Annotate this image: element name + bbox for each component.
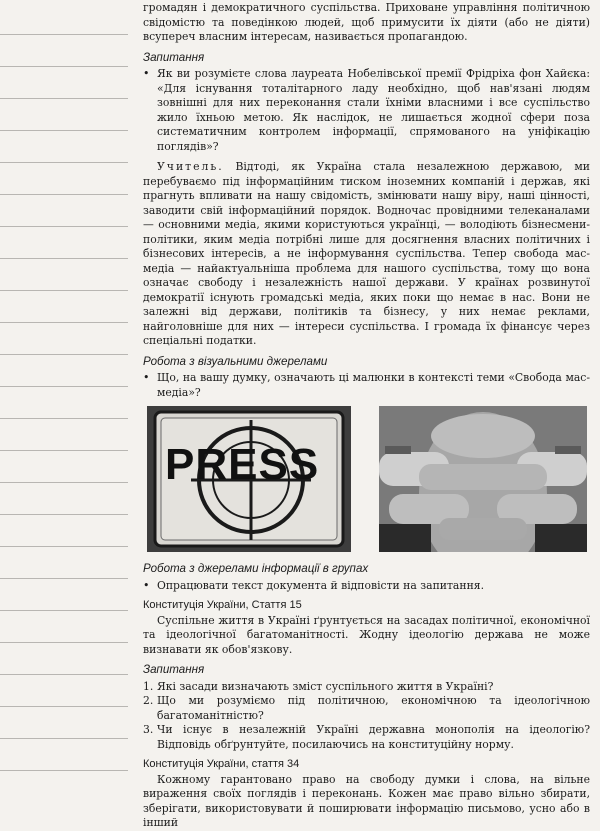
intro-paragraph: громадян і демократичного суспільства. Приховане управління політичною свідомістю та поведінкою людей, щоб примусити їх діяти (або не діяти) всупереч власним інтересам, називається пропагандою.	[143, 1, 590, 43]
teacher-text: Відтоді, як Україна стала незалежною державою, ми перебуваємо під інформаційним тиском іноземних компаній і держав, які прагнуть впливати на нашу свідомість, змінювати нашу віру, наші цінності, заводити свій інформаційний порядок. Водночас провідними телеканалами — основними медіа, якими користуються українці, — володіють бізнесмени-політики, яким медіа потрібні лише для досягнення власних політичних і бізнесових інтересів, а не інформування суспільства. Тепер свобода мас-медіа — найактуальніша проблема для нашого суспільства, тому що вона означає свободу і незалежність нашої держави. У країнах розвинутої демократії існують громадські медіа, яких поки що немає в нас. Вони не залежні від держави, політиків та бізнесу, у них немає реклами, найголовніше для них — інтереси суспільства. І громада їх фінансує через спеціальні податки.	[143, 160, 590, 347]
article-34-text: Кожному гарантовано право на свободу думки і слова, на вільне вираження своїх поглядів і переконань. Кожен має право вільно збирати, зберігати, використовувати й поширювати інформацію письмово, усно або в інший	[143, 772, 590, 829]
groups-heading: Робота з джерелами інформації в групах	[143, 562, 369, 575]
covered-eyes-image	[379, 406, 587, 552]
teacher-label: Учитель.	[157, 160, 224, 173]
groups-task: • Опрацювати текст документа й відповісти на запитання.	[143, 578, 485, 592]
article-15-text: Суспільне життя в Україні ґрунтується на засадах політичної, економічної та ідеологічної багатоманітності. Жодну ідеологію держава не може визнавати як обов'язкову.	[143, 613, 590, 656]
questions-heading: Запитання	[143, 50, 205, 64]
question-item: 1. Які засади визначають зміст суспільного життя в Україні?	[143, 679, 494, 693]
press-target-image	[147, 406, 351, 552]
illustrations	[143, 406, 590, 554]
question-item: 2. Що ми розуміємо під політичною, економічною та ідеологічною багатоманітністю?	[143, 694, 590, 722]
teacher-paragraph	[143, 160, 590, 349]
notes-margin	[0, 0, 133, 777]
article-34-title: Конституція України, стаття 34	[143, 758, 300, 770]
press-word: PRESS	[165, 440, 320, 489]
questions-heading-2: Запитання	[143, 663, 205, 676]
visual-question: • Що, на вашу думку, означають ці малюнки в контексті теми «Свобода мас-медіа»?	[143, 371, 590, 399]
bullet-icon: •	[143, 67, 150, 80]
question-item: 3. Чи існує в незалежній Україні державна монополія на ідеологію? Відповідь обґрунтуйте, посилаючись на конституційну норму.	[143, 723, 590, 751]
bullet-icon: •	[143, 578, 150, 592]
question-bullet: • Як ви розумієте слова лауреата Нобелівської премії Фрідріха фон Хайєка: «Для існування тоталітарного ладу необхідно, щоб нав'язані людям зовнішні для них переконання стали їхніми власними і все суспільство жило їхньою метою. Як наслідок, не лишається жодної сфери поза систематичним контролем інформації, спрямованого на уніфікацію поглядів»?	[143, 67, 590, 153]
covered-eyes-graphic	[379, 406, 587, 552]
bullet-icon: •	[143, 371, 150, 384]
page-content	[143, 0, 590, 831]
visual-sources-heading: Робота з візуальними джерелами	[143, 354, 328, 368]
article-15-title: Конституція України, Стаття 15	[143, 599, 302, 611]
